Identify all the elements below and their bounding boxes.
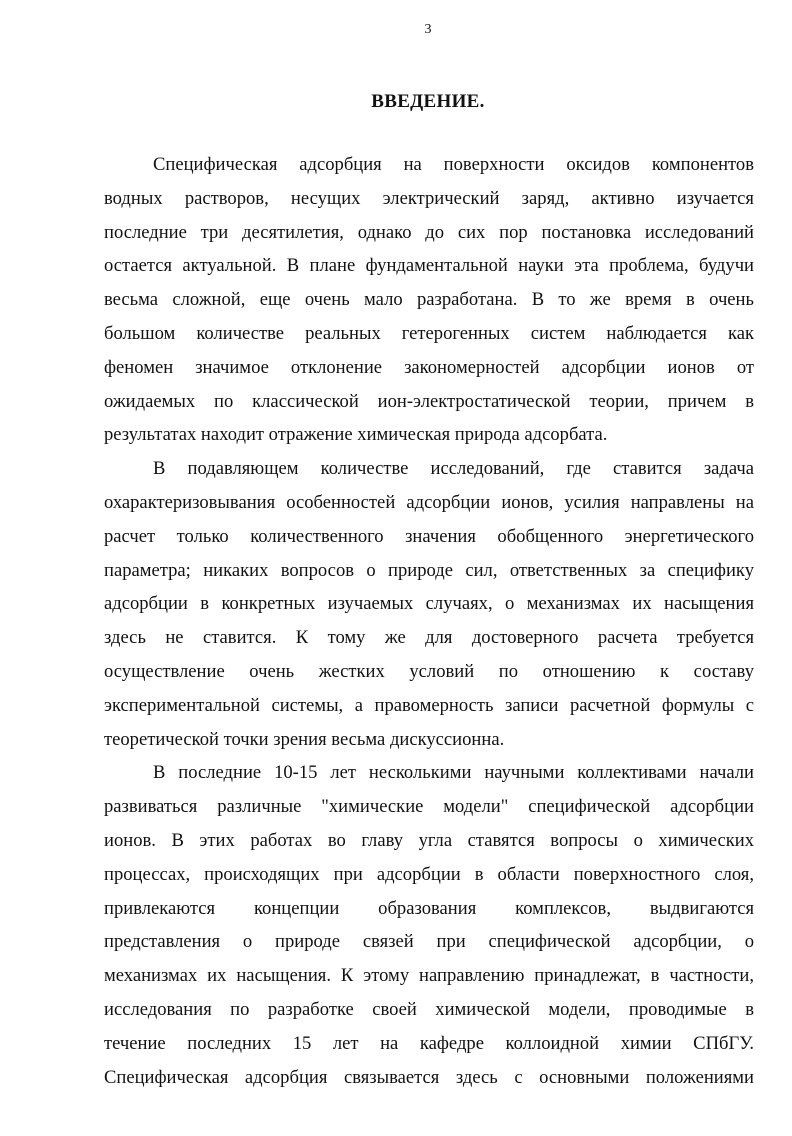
text-line: последние три десятилетия, однако до сих пор постановка исследований [104, 221, 754, 243]
text-line: большом количестве реальных гетерогенных систем наблюдается как [104, 322, 754, 344]
text-line: адсорбции в конкретных изучаемых случаях, о механизмах их насыщения [104, 593, 754, 615]
text-line: В последние 10-15 лет несколькими научными коллективами начали [153, 762, 754, 784]
text-line: Специфическая адсорбция на поверхности оксидов компонентов [153, 154, 754, 175]
text-line: остается актуальной. В плане фундаментальной науки эта проблема, будучи [104, 255, 754, 277]
page-number: 3 [424, 22, 432, 37]
section-heading: ВВЕДЕНИЕ. [371, 91, 485, 112]
text-line: механизмах их насыщения. К этому направлению принадлежат, в частности, [104, 965, 754, 987]
text-line: параметра; никаких вопросов о природе сил, ответственных за специфику [104, 559, 754, 581]
text-line: процессах, происходящих при адсорбции в области поверхностного слоя, [104, 863, 754, 885]
text-line: водных растворов, несущих электрический заряд, активно изучается [104, 187, 754, 209]
text-line: осуществление очень жестких условий по отношению к составу [104, 660, 754, 682]
text-line: представления о природе связей при специфической адсорбции, о [104, 931, 754, 953]
text-line: здесь не ставится. К тому же для достоверного расчета требуется [104, 627, 754, 649]
text-line: исследования по разработке своей химической модели, проводимые в [104, 998, 754, 1020]
paragraph-1 [104, 148, 754, 452]
text-line: В подавляющем количестве исследований, где ставится задача [153, 458, 754, 480]
text-line: расчет только количественного значения обобщенного энергетического [104, 525, 754, 547]
text-line: феномен значимое отклонение закономерностей адсорбции ионов от [104, 356, 754, 378]
text-line: ионов. В этих работах во главу угла ставятся вопросы о химических [104, 829, 754, 851]
text-line: Специфическая адсорбция связывается здесь с основными положениями [104, 1066, 754, 1088]
paragraph-3 [104, 756, 754, 1094]
text-line: ожидаемых по классической ион-электростатической теории, причем в [104, 390, 754, 412]
text-line: охарактеризовывания особенностей адсорбции ионов, усилия направлены на [104, 491, 754, 513]
text-line: экспериментальной системы, а правомерность записи расчетной формулы с [104, 694, 754, 716]
text-line: результатах находит отражение химическая природа адсорбата. [104, 424, 608, 446]
body-text [104, 148, 754, 1094]
paragraph-2 [104, 452, 754, 756]
text-line: развиваться различные "химические модели" специфической адсорбции [104, 796, 754, 818]
text-line: весьма сложной, еще очень мало разработана. В то же время в очень [104, 289, 754, 311]
text-line: течение последних 15 лет на кафедре коллоидной химии СПбГУ. [104, 1032, 754, 1054]
text-line: теоретической точки зрения весьма дискуссионна. [104, 728, 505, 750]
text-line: привлекаются концепции образования комплексов, выдвигаются [104, 897, 754, 919]
